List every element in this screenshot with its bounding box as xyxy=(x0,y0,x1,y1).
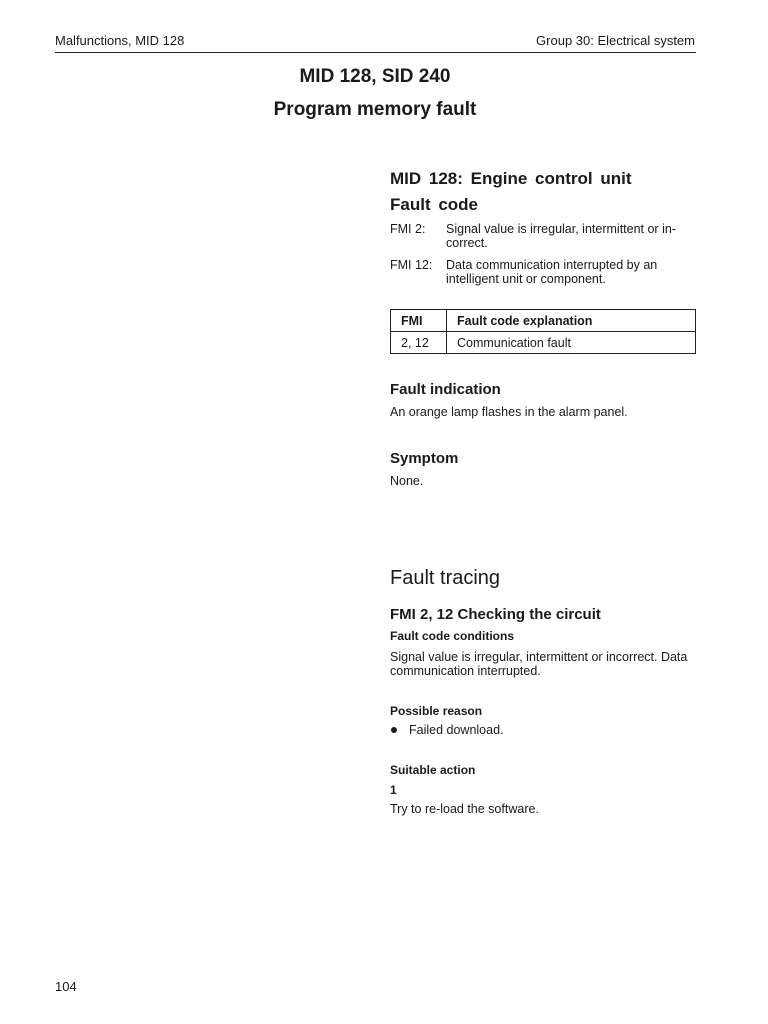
table-cell: Communication fault xyxy=(447,332,696,354)
fmi-value-line: correct. xyxy=(446,236,488,250)
fmi-value-line: Data communication interrupted by an xyxy=(446,258,658,272)
header-divider xyxy=(55,52,696,53)
checking-circuit-heading: FMI 2, 12 Checking the circuit xyxy=(390,606,601,623)
unit-heading: MID 128: Engine control unit xyxy=(390,169,632,188)
fmi-key: FMI 12: xyxy=(390,258,433,272)
list-item xyxy=(390,723,696,737)
fault-code-conditions-text xyxy=(390,650,696,678)
action-step-text: Try to re-load the software. xyxy=(390,802,539,816)
action-step-number: 1 xyxy=(390,783,397,797)
fmi-value-line: Signal value is irregular, intermittent or in- xyxy=(446,222,676,236)
fmi-key: FMI 2: xyxy=(390,222,426,236)
header-left: Malfunctions, MID 128 xyxy=(55,33,185,48)
suitable-action-heading: Suitable action xyxy=(390,763,476,777)
fmi-value xyxy=(446,258,696,286)
list-item-text: Failed download. xyxy=(409,723,504,737)
table-header-cell: FMI xyxy=(391,310,447,332)
fault-indication-heading: Fault indication xyxy=(390,381,501,398)
fault-code-table xyxy=(390,309,696,354)
fmi-definition xyxy=(390,258,696,286)
symptom-heading: Symptom xyxy=(390,450,459,467)
fault-indication-text: An orange lamp flashes in the alarm panel. xyxy=(390,405,628,419)
table-header-row xyxy=(391,310,696,332)
possible-reason-heading: Possible reason xyxy=(390,704,483,718)
table-cell: 2, 12 xyxy=(391,332,447,354)
table-row xyxy=(391,332,696,354)
fmi-value-line: intelligent unit or component. xyxy=(446,272,606,286)
fault-tracing-heading: Fault tracing xyxy=(390,567,501,589)
symptom-text: None. xyxy=(390,474,424,488)
page-subtitle: Program memory fault xyxy=(273,99,477,120)
fmi-value xyxy=(446,222,696,250)
header-right: Group 30: Electrical system xyxy=(536,33,695,48)
table-header-cell: Fault code explanation xyxy=(447,310,696,332)
page-title: MID 128, SID 240 xyxy=(299,66,451,87)
fmi-definition xyxy=(390,222,696,250)
page-number: 104 xyxy=(55,979,77,994)
fault-code-heading: Fault code xyxy=(390,195,479,214)
conditions-line: communication interrupted. xyxy=(390,664,541,678)
fault-code-conditions-heading: Fault code conditions xyxy=(390,629,515,643)
conditions-line: Signal value is irregular, intermittent or incorrect. Data xyxy=(390,650,688,664)
bullet-icon xyxy=(391,727,397,733)
fmi-definitions xyxy=(390,222,696,286)
